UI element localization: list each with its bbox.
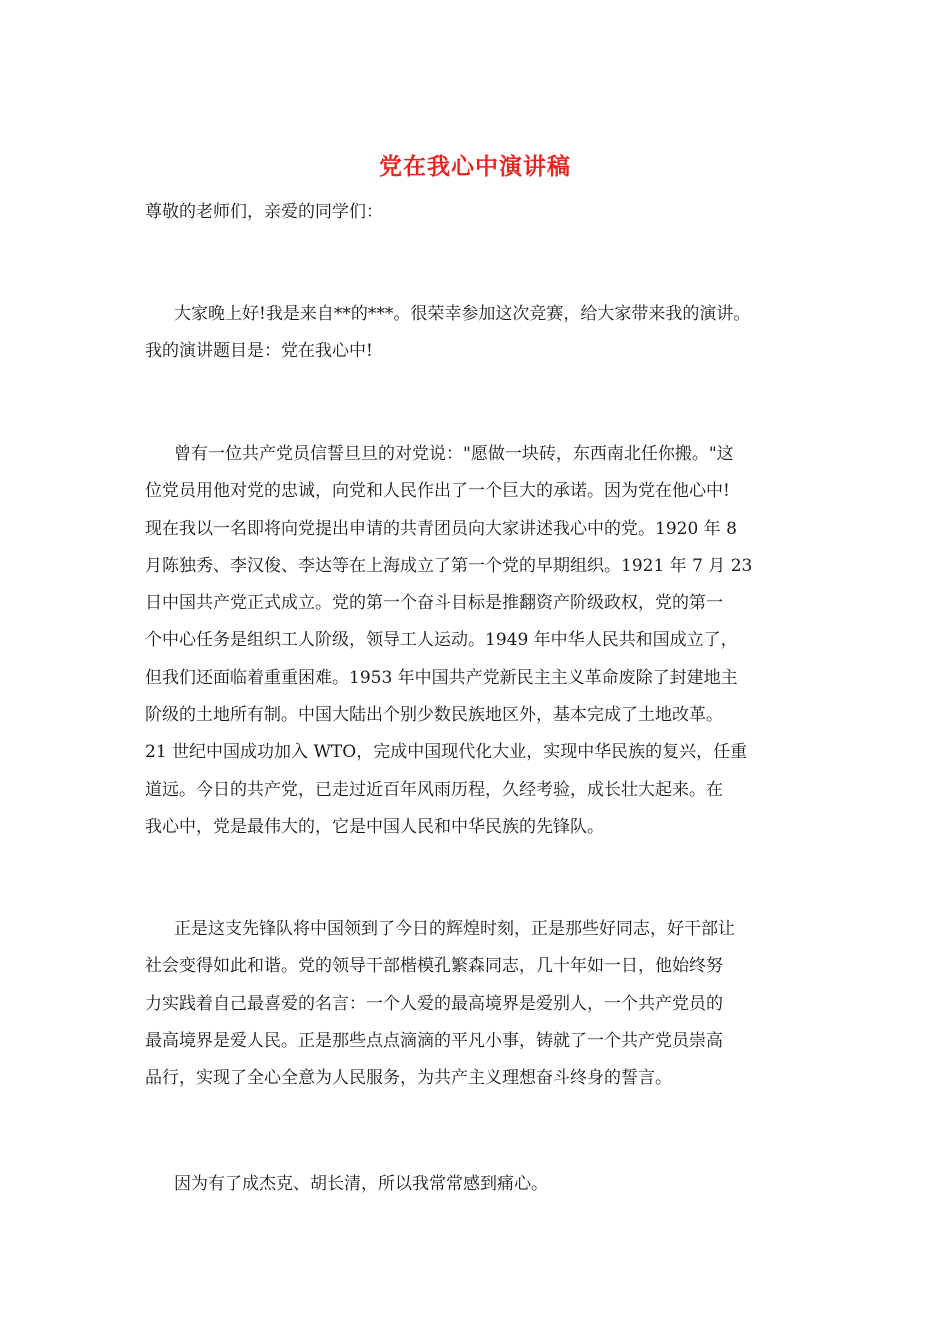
paragraph-line: 社会变得如此和谐。党的领导干部楷模孔繁森同志，几十年如一日，他始终努 xyxy=(145,956,723,977)
paragraph-line: 因为有了成杰克、胡长清，所以我常常感到痛心。 xyxy=(174,1174,548,1194)
paragraph-line: 力实践着自己最喜爱的名言：一个人爱的最高境界是爱别人，一个共产党员的 xyxy=(145,993,723,1014)
document-title: 党在我心中演讲稿 xyxy=(379,153,571,180)
paragraph-2 xyxy=(145,436,825,846)
paragraph-line: 最高境界是爱人民。正是那些点点滴滴的平凡小事，铸就了一个共产党员崇高 xyxy=(145,1030,723,1051)
greeting-line: 尊敬的老师们，亲爱的同学们： xyxy=(145,202,383,222)
paragraph-line: 但我们还面临着重重困难。1953 年中国共产党新民主主义革命废除了封建地主 xyxy=(145,667,738,688)
paragraph-line: 曾有一位共产党员信誓旦旦的对党说："愿做一块砖，东西南北任你搬。"这 xyxy=(174,444,734,464)
paragraph-line: 位党员用他对党的忠诚，向党和人民作出了一个巨大的承诺。因为党在他心中! xyxy=(145,481,730,502)
paragraph-line: 现在我以一名即将向党提出申请的共青团员向大家讲述我心中的党。1920 年 8 xyxy=(145,518,737,539)
paragraph-4 xyxy=(145,1166,825,1203)
paragraph-line: 我的演讲题目是：党在我心中! xyxy=(145,341,373,362)
paragraph-line: 月陈独秀、李汉俊、李达等在上海成立了第一个党的早期组织。1921 年 7 月 23 xyxy=(145,555,753,576)
paragraph-line: 我心中，党是最伟大的，它是中国人民和中华民族的先锋队。 xyxy=(145,816,604,837)
paragraph-line: 阶级的土地所有制。中国大陆出个别少数民族地区外，基本完成了土地改革。 xyxy=(145,705,723,726)
paragraph-1 xyxy=(145,296,825,371)
paragraph-3 xyxy=(145,911,825,1097)
paragraph-line: 道远。今日的共产党，已走过近百年风雨历程，久经考验，成长壮大起来。在 xyxy=(145,779,723,800)
paragraph-line: 日中国共产党正式成立。党的第一个奋斗目标是推翻资产阶级政权，党的第一 xyxy=(145,593,723,614)
paragraph-line: 正是这支先锋队将中国领到了今日的辉煌时刻，正是那些好同志，好干部让 xyxy=(174,919,735,939)
paragraph-line: 大家晚上好!我是来自**的***。很荣幸参加这次竞赛，给大家带来我的演讲。 xyxy=(174,304,751,324)
paragraph-line: 品行，实现了全心全意为人民服务，为共产主义理想奋斗终身的誓言。 xyxy=(145,1068,672,1089)
paragraph-line: 21 世纪中国成功加入 WTO，完成中国现代化大业，实现中华民族的复兴，任重 xyxy=(145,742,748,763)
paragraph-line: 个中心任务是组织工人阶级，领导工人运动。1949 年中华人民共和国成立了， xyxy=(145,630,738,651)
